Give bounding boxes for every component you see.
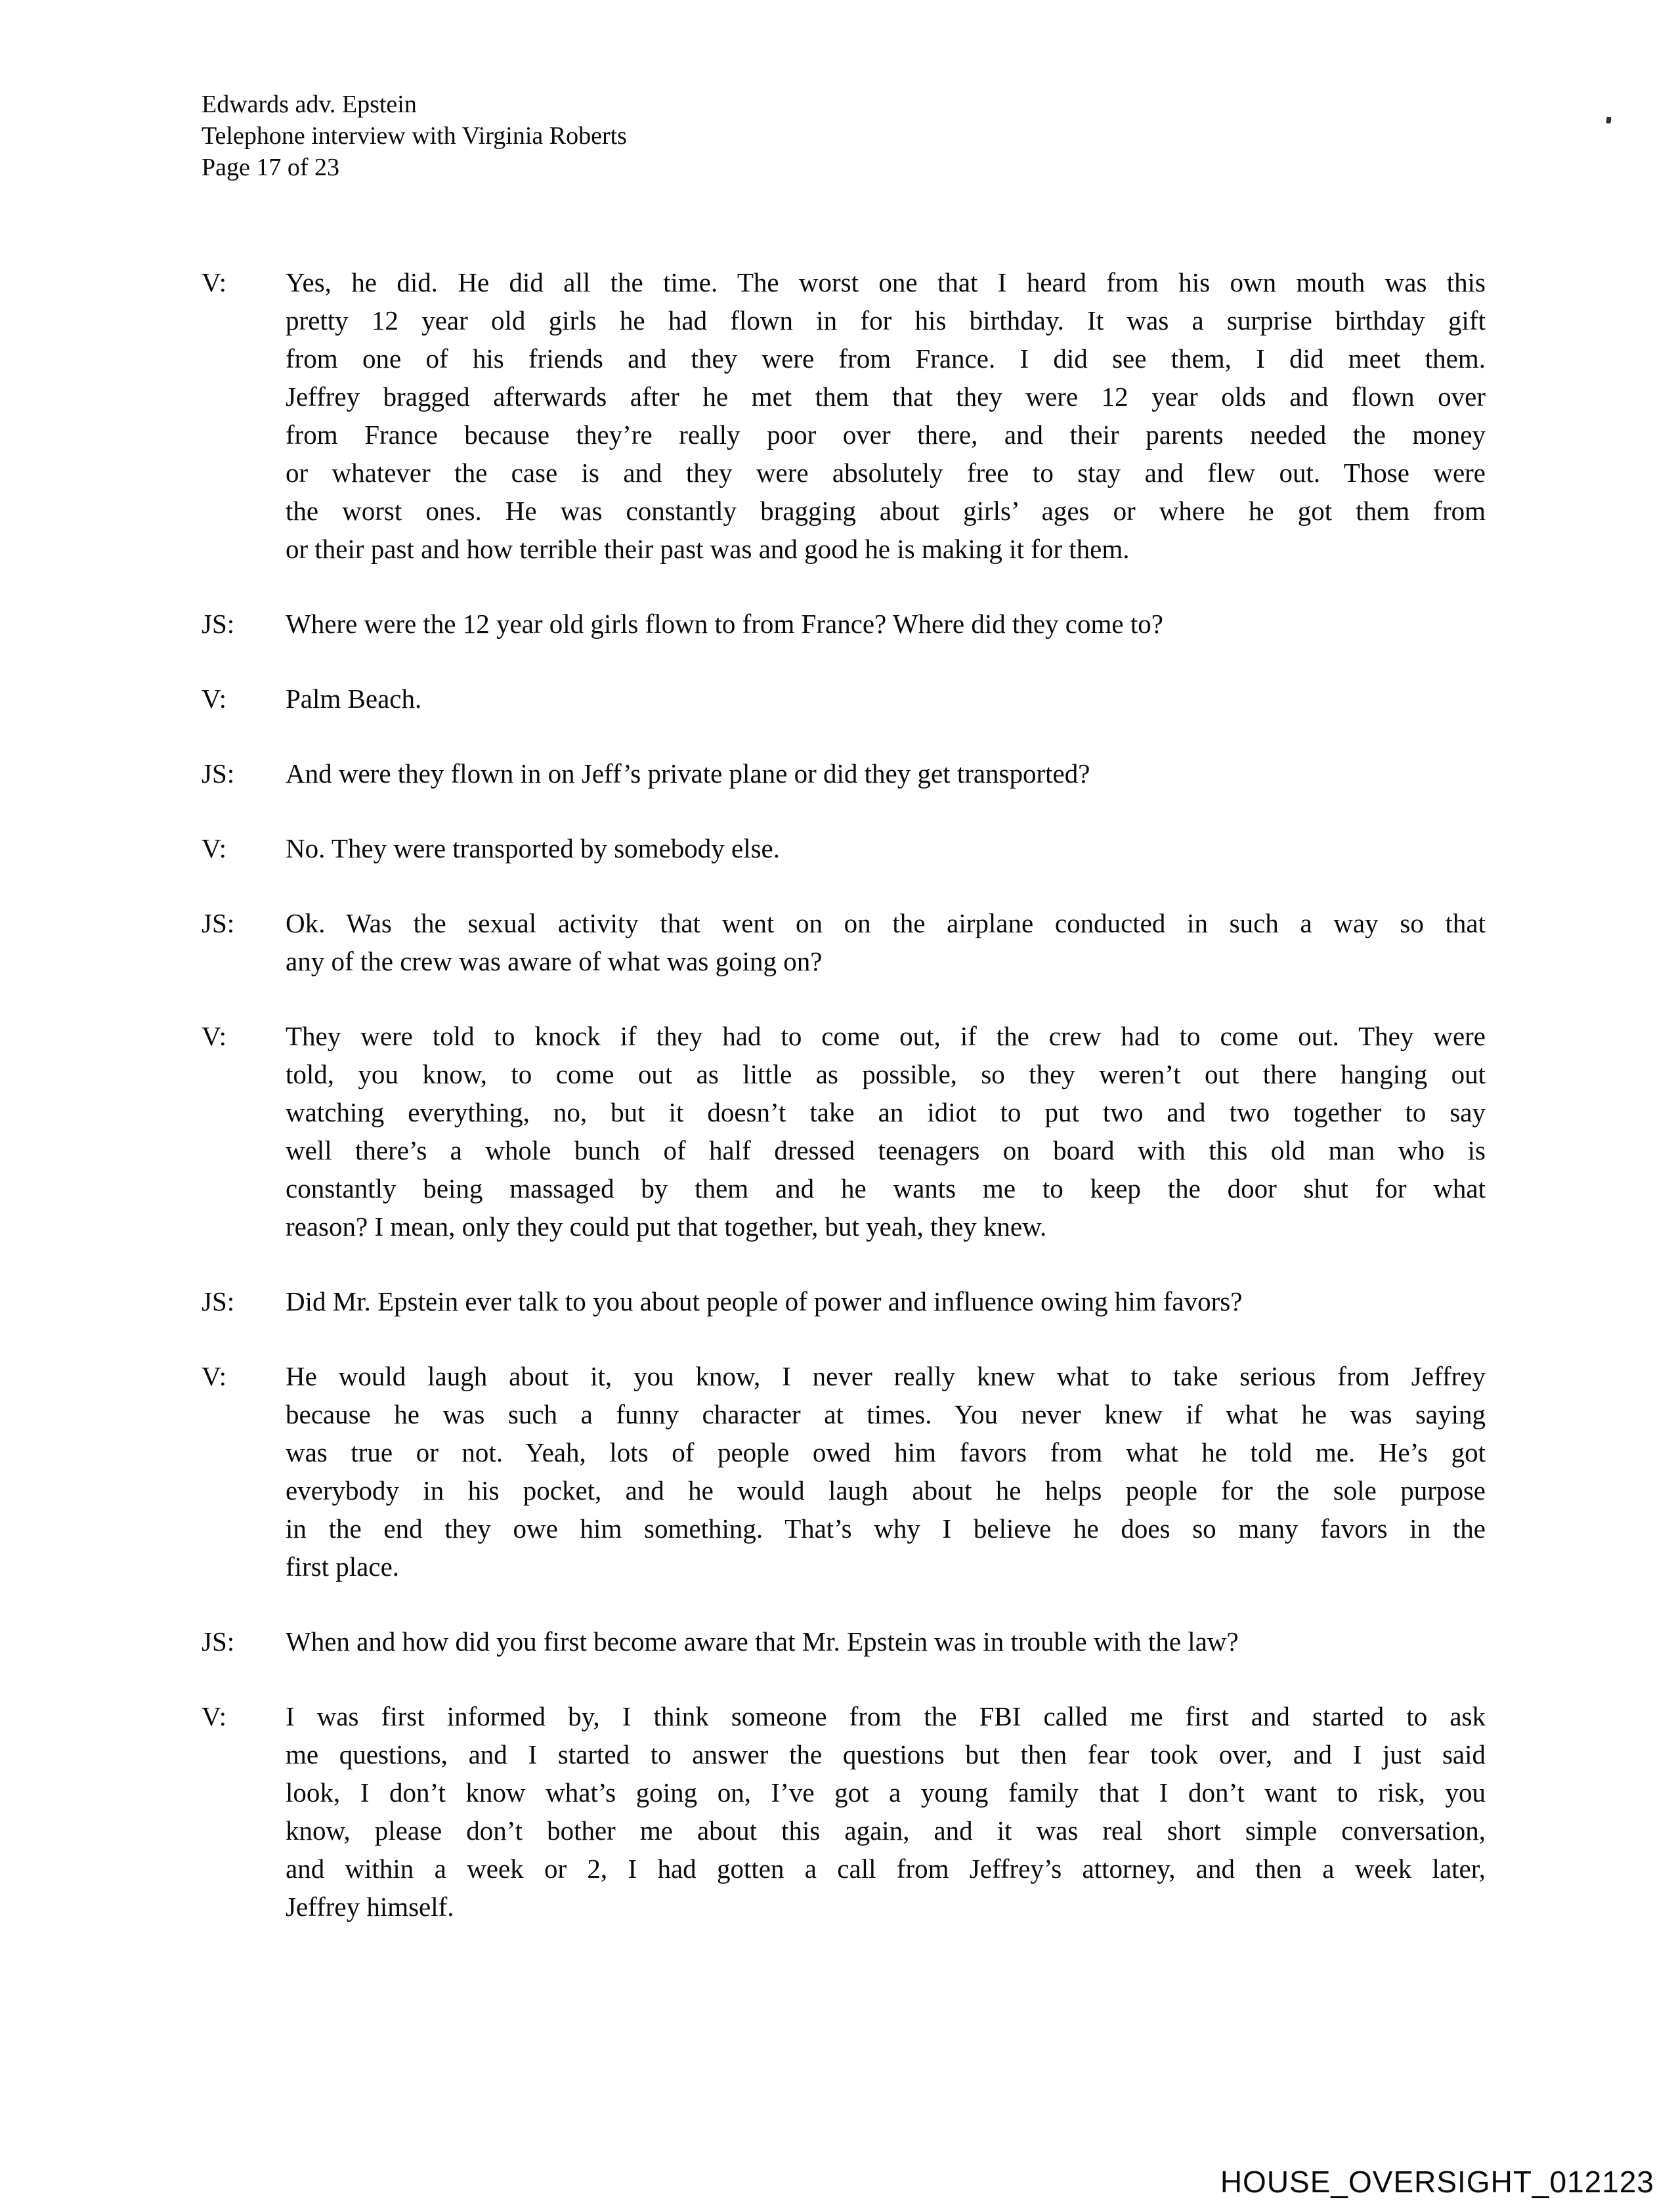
speaker-label: V:	[202, 1021, 226, 1051]
speaker-label: JS:	[202, 1286, 235, 1316]
text-line: everybody in his pocket, and he would laugh about he helps people for the sole purpose	[286, 1475, 1486, 1506]
text-line: When and how did you first become aware that Mr. Epstein was in trouble with the law?	[286, 1626, 1239, 1657]
transcript-entry	[202, 605, 1486, 643]
text-line: Yes, he did. He did all the time. The worst one that I heard from his own mouth was this	[286, 267, 1486, 297]
transcript-entry	[202, 829, 1486, 867]
text-line: or whatever the case is and they were absolutely free to stay and flew out. Those were	[286, 458, 1486, 488]
text-line: and within a week or 2, I had gotten a call from Jeffrey’s attorney, and then a week later,	[286, 1854, 1486, 1884]
speech-paragraph	[286, 680, 1486, 718]
text-line: from France because they’re really poor over there, and their parents needed the money	[286, 420, 1486, 450]
text-line: first place.	[286, 1551, 400, 1582]
text-line: in the end they owe him something. That’s why I believe he does so many favors in the	[286, 1513, 1486, 1544]
header-page-number: Page 17 of 23	[202, 154, 340, 181]
speech-paragraph	[286, 263, 1486, 568]
text-line: watching everything, no, but it doesn’t take an idiot to put two and two together to say	[286, 1097, 1486, 1127]
text-line: Where were the 12 year old girls flown to from France? Where did they come to?	[286, 609, 1163, 639]
text-line: He would laugh about it, you know, I never really knew what to take serious from Jeffrey	[286, 1361, 1486, 1391]
text-line: Ok. Was the sexual activity that went on on the airplane conducted in such a way so that	[286, 908, 1486, 938]
text-line: Palm Beach.	[286, 683, 422, 714]
text-line: Did Mr. Epstein ever talk to you about people of power and influence owing him favors?	[286, 1286, 1243, 1316]
text-line: constantly being massaged by them and he wants me to keep the door shut for what	[286, 1173, 1486, 1204]
text-line: told, you know, to come out as little as possible, so they weren’t out there hanging out	[286, 1059, 1486, 1089]
text-line: I was first informed by, I think someone from the FBI called me first and started to ask	[286, 1701, 1486, 1731]
transcript-entry	[202, 1357, 1486, 1586]
speech-paragraph	[286, 1017, 1486, 1246]
bates-number: HOUSE_OVERSIGHT_012123	[1220, 2165, 1654, 2199]
text-line: Jeffrey himself.	[286, 1892, 454, 1922]
text-line: or their past and how terrible their past was and good he is making it for them.	[286, 534, 1130, 564]
text-line: any of the crew was aware of what was going on?	[286, 946, 823, 976]
text-line: was true or not. Yeah, lots of people owed him favors from what he told me. He’s got	[286, 1437, 1486, 1467]
speech-paragraph	[286, 1622, 1486, 1660]
speaker-label: V:	[202, 1701, 226, 1731]
speech-paragraph	[286, 829, 1486, 867]
text-line: pretty 12 year old girls he had flown in for his birthday. It was a surprise birthday gift	[286, 305, 1486, 336]
transcript-entry	[202, 1622, 1486, 1660]
transcript-entry	[202, 263, 1486, 568]
text-line: know, please don’t bother me about this again, and it was real short simple conversation,	[286, 1815, 1486, 1846]
speaker-label: V:	[202, 683, 226, 714]
speaker-label: V:	[202, 267, 226, 297]
transcript-entry	[202, 1697, 1486, 1926]
text-line: No. They were transported by somebody else.	[286, 833, 780, 863]
speech-paragraph	[286, 605, 1486, 643]
speech-paragraph	[286, 754, 1486, 792]
text-line: They were told to knock if they had to come out, if the crew had to come out. They were	[286, 1021, 1486, 1051]
speaker-label: V:	[202, 1361, 226, 1391]
speech-paragraph	[286, 1697, 1486, 1926]
text-line: And were they flown in on Jeff’s private plane or did they get transported?	[286, 758, 1090, 789]
header-case-title: Edwards adv. Epstein	[202, 91, 417, 118]
speech-paragraph	[286, 1282, 1486, 1320]
text-line: well there’s a whole bunch of half dressed teenagers on board with this old man who is	[286, 1135, 1486, 1165]
transcript-entry	[202, 1282, 1486, 1320]
transcript	[202, 263, 1486, 1963]
speech-paragraph	[286, 1357, 1486, 1586]
document-header	[202, 89, 627, 183]
transcript-entry	[202, 754, 1486, 792]
text-line: from one of his friends and they were from France. I did see them, I did meet them.	[286, 343, 1486, 374]
text-line: Jeffrey bragged afterwards after he met them that they were 12 year olds and flown over	[286, 381, 1486, 412]
transcript-entry	[202, 1017, 1486, 1246]
text-line: because he was such a funny character at times. You never knew if what he was saying	[286, 1399, 1486, 1429]
text-line: me questions, and I started to answer the questions but then fear took over, and I just said	[286, 1739, 1486, 1769]
text-line: reason? I mean, only they could put that together, but yeah, they knew.	[286, 1211, 1047, 1242]
speaker-label: JS:	[202, 609, 235, 639]
speaker-label: JS:	[202, 758, 235, 789]
speech-paragraph	[286, 904, 1486, 980]
transcript-entry	[202, 680, 1486, 718]
transcript-entry	[202, 904, 1486, 980]
speaker-label: V:	[202, 833, 226, 863]
scan-artifact-speck	[1606, 117, 1611, 124]
text-line: the worst ones. He was constantly bragging about girls’ ages or where he got them from	[286, 496, 1486, 526]
speaker-label: JS:	[202, 908, 235, 938]
text-line: look, I don’t know what’s going on, I’ve got a young family that I don’t want to risk, you	[286, 1777, 1486, 1808]
speaker-label: JS:	[202, 1626, 235, 1657]
header-interview-title: Telephone interview with Virginia Roberts	[202, 122, 627, 150]
